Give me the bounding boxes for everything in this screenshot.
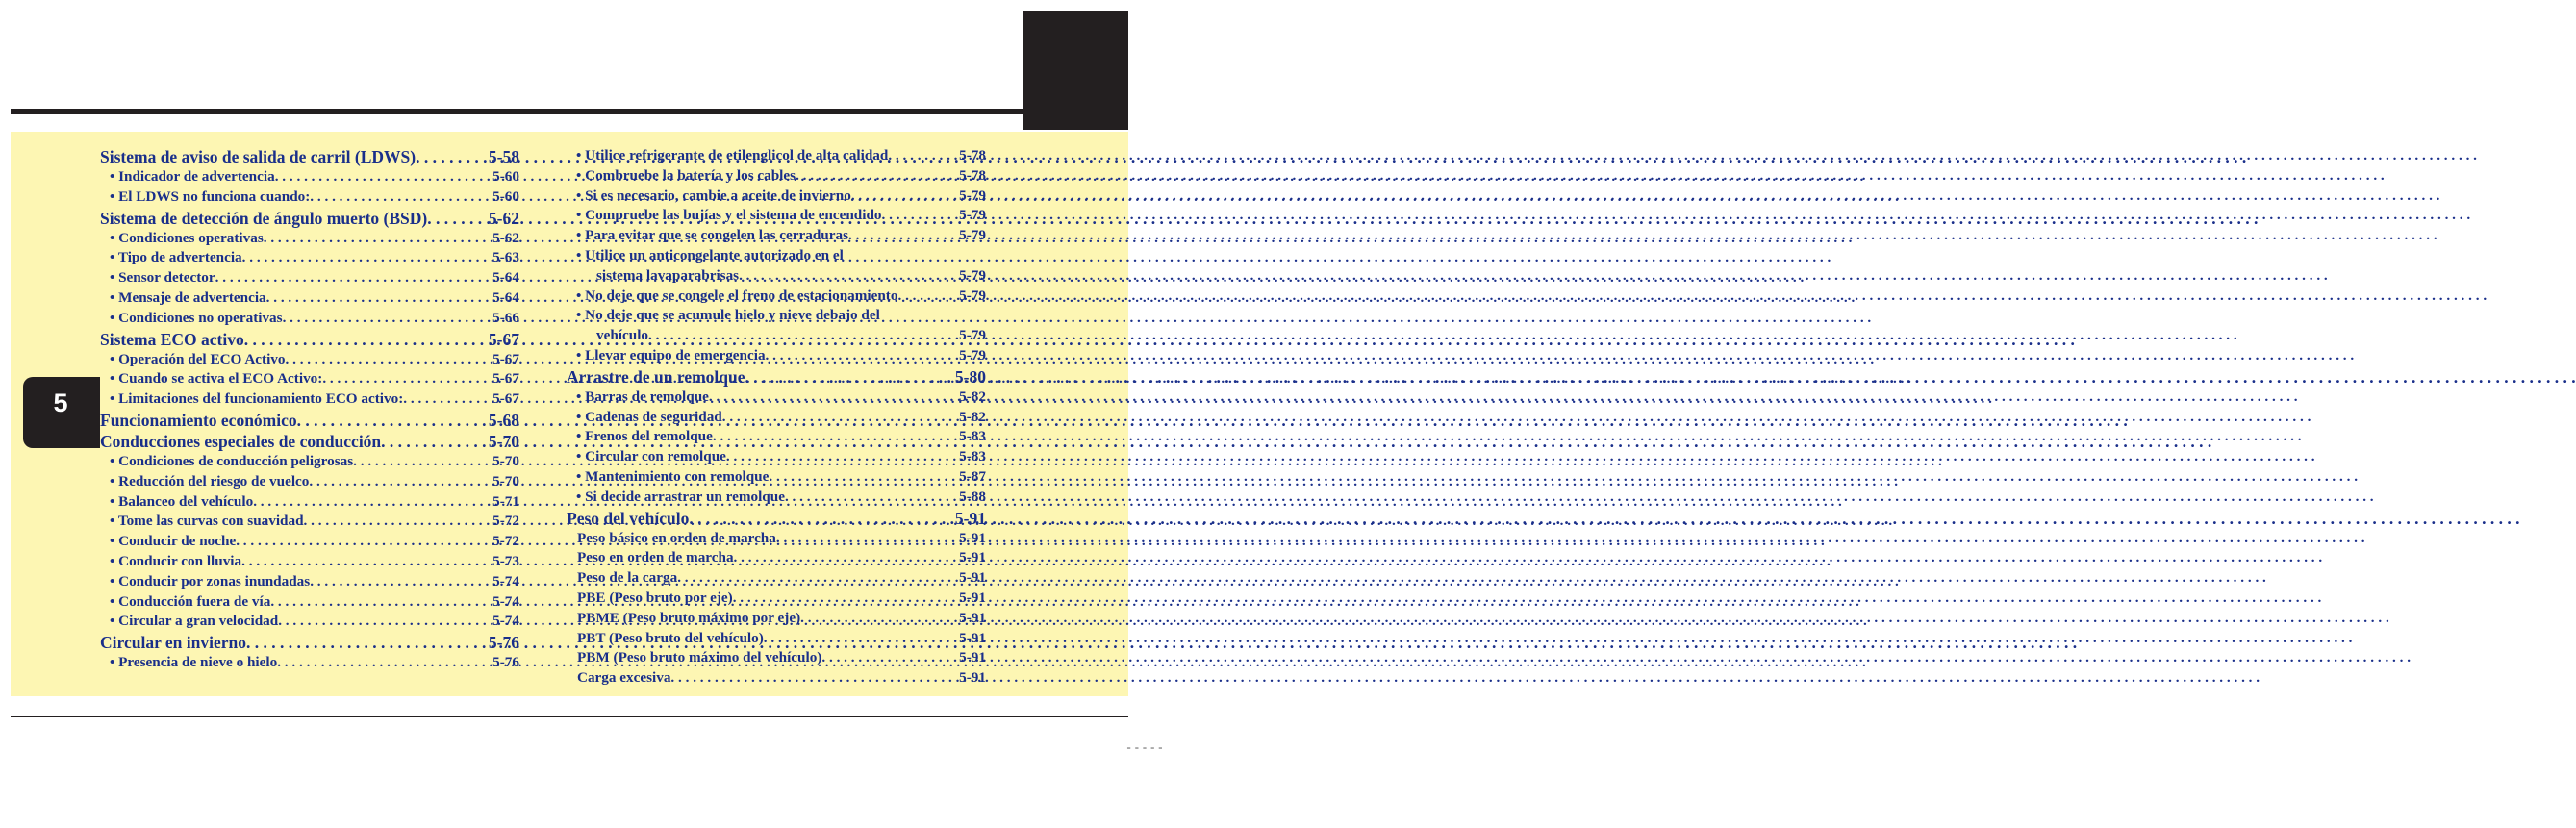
dot-leader bbox=[253, 492, 491, 513]
toc-subentry bbox=[567, 287, 986, 307]
dot-leader bbox=[670, 668, 957, 689]
toc-page-number: 5-91 bbox=[959, 609, 986, 626]
toc-entry-label: • Llevar equipo de emergencia bbox=[576, 346, 766, 364]
dot-leader bbox=[766, 346, 958, 366]
toc-subentry bbox=[100, 248, 519, 268]
toc-entry-label: • Cuando se activa el ECO Activo: bbox=[110, 370, 323, 388]
toc-subentry bbox=[100, 472, 519, 492]
toc-subentry bbox=[100, 572, 519, 592]
toc-page-number: 5-79 bbox=[959, 266, 986, 284]
toc-subentry bbox=[567, 388, 986, 408]
toc-subentry bbox=[567, 529, 986, 549]
toc-page-number: 5-83 bbox=[959, 448, 986, 465]
toc-entry-label: • Si es necesario, cambie a aceite de invierno bbox=[576, 187, 851, 204]
toc-subentry bbox=[567, 427, 986, 447]
toc-page-number: 5-79 bbox=[959, 207, 986, 224]
toc-subentry bbox=[100, 389, 519, 410]
toc-page-number: 5-91 bbox=[959, 669, 986, 687]
toc-subentry bbox=[567, 226, 986, 246]
dot-leader bbox=[304, 512, 492, 532]
dot-leader bbox=[677, 568, 957, 589]
toc-entry-label: PBME (Peso bruto máximo por eje) bbox=[577, 609, 801, 626]
toc-subentry bbox=[567, 447, 986, 467]
toc-page-number: 5-60 bbox=[492, 168, 519, 185]
toc-page-number: 5-74 bbox=[492, 613, 519, 630]
toc-entry-label: • Condiciones no operativas bbox=[110, 309, 283, 326]
toc-subentry bbox=[567, 326, 986, 346]
toc-entry-label: • Balanceo del vehículo bbox=[110, 492, 254, 510]
toc-page-number: 5-64 bbox=[492, 269, 519, 287]
toc-entry-label: Peso del vehículo bbox=[567, 508, 690, 528]
toc-page-number: 5-74 bbox=[492, 572, 519, 590]
toc-entry-label: Peso en orden de marcha bbox=[577, 549, 734, 566]
dot-leader bbox=[726, 447, 957, 467]
toc-page-number: 5-83 bbox=[959, 428, 986, 445]
dot-leader bbox=[648, 326, 957, 346]
dot-leader bbox=[381, 431, 487, 452]
toc-subentry bbox=[567, 467, 986, 488]
toc-subentry bbox=[100, 167, 519, 188]
dot-leader bbox=[310, 188, 491, 208]
toc-page-number: 5-78 bbox=[959, 166, 986, 184]
toc-subentry bbox=[567, 589, 986, 609]
dot-leader bbox=[776, 529, 957, 549]
toc-entry-label: Peso de la carga bbox=[577, 569, 678, 587]
toc-entry-label: • Conducir con lluvia bbox=[110, 552, 242, 569]
dot-leader bbox=[236, 532, 491, 552]
page-edge-marks: ----- bbox=[1125, 741, 1166, 755]
toc-page-number: 5-91 bbox=[959, 529, 986, 546]
toc-entry-label: • Conducción fuera de vía bbox=[110, 592, 271, 610]
toc-entry-label: Carga excesiva bbox=[577, 669, 671, 687]
toc-entry-label: • No deje que se acumule hielo y nieve debajo del bbox=[576, 307, 880, 324]
chapter-number: 5 bbox=[53, 389, 68, 417]
toc-entry-label: • Barras de remolque bbox=[576, 388, 709, 405]
toc-page-number: 5-60 bbox=[492, 188, 519, 205]
toc-page-number: 5-79 bbox=[959, 327, 986, 344]
dot-leader bbox=[848, 226, 957, 246]
toc-entry-label: • Indicador de advertencia bbox=[110, 168, 275, 185]
dot-leader bbox=[689, 508, 953, 529]
dot-leader bbox=[270, 592, 491, 613]
dot-leader bbox=[733, 589, 957, 609]
toc-subentry bbox=[100, 268, 519, 289]
toc-page-number: 5-79 bbox=[959, 287, 986, 304]
toc-subentry bbox=[100, 532, 519, 552]
toc-subentry bbox=[100, 552, 519, 572]
toc-page-number: 5-58 bbox=[488, 147, 519, 166]
toc-entry-label: • Para evitar que se congelen las cerraduras bbox=[576, 227, 849, 244]
footer-rule bbox=[11, 716, 1128, 717]
toc-subentry bbox=[567, 266, 986, 287]
toc-page-number: 5-70 bbox=[492, 472, 519, 489]
toc-entry-label: Sistema de aviso de salida de carril (LDWS) bbox=[100, 147, 417, 166]
toc-page-number: 5-73 bbox=[492, 552, 519, 569]
toc-subentry bbox=[567, 146, 986, 166]
toc-section-entry bbox=[100, 146, 519, 167]
toc-entry-label: • Utilice refrigerante de etilenglicol de alta calidad bbox=[576, 147, 889, 163]
toc-page-number: 5-67 bbox=[492, 350, 519, 367]
toc-entry-label: Sistema ECO activo bbox=[100, 329, 244, 349]
dot-leader bbox=[277, 653, 491, 673]
toc-entry-label: PBT (Peso bruto del vehículo) bbox=[577, 629, 764, 646]
toc-entry-label: Peso básico en orden de marcha bbox=[577, 529, 776, 546]
toc-page-number: 5-71 bbox=[492, 492, 519, 510]
toc-page-number: 5-76 bbox=[488, 633, 519, 653]
dot-leader bbox=[713, 427, 957, 447]
dot-leader bbox=[800, 609, 957, 629]
dot-leader bbox=[722, 408, 957, 428]
dot-leader bbox=[283, 309, 492, 329]
dot-leader bbox=[286, 350, 492, 370]
dot-leader bbox=[888, 146, 957, 166]
toc-subentry bbox=[567, 648, 986, 668]
toc-page-number: 5-62 bbox=[492, 229, 519, 246]
toc-subentry bbox=[100, 309, 519, 329]
toc-page-number: 5-70 bbox=[488, 431, 519, 451]
toc-entry-label: • No deje que se congele el freno de estacionamiento bbox=[576, 287, 898, 304]
toc-subentry bbox=[567, 187, 986, 207]
dot-leader bbox=[266, 289, 492, 309]
dot-leader bbox=[215, 268, 492, 289]
dot-leader bbox=[769, 467, 957, 488]
toc-entry-label: • Cadenas de seguridad bbox=[576, 408, 722, 425]
toc-page-number: 5-79 bbox=[959, 227, 986, 244]
toc-page-number: 5-88 bbox=[959, 488, 986, 505]
dot-leader bbox=[241, 552, 491, 572]
toc-page-number: 5-91 bbox=[959, 629, 986, 646]
dot-leader bbox=[246, 632, 487, 653]
dot-leader bbox=[709, 388, 957, 408]
dot-leader bbox=[416, 146, 487, 167]
toc-page-number: 5-66 bbox=[492, 309, 519, 326]
toc-entry-label: Sistema de detección de ángulo muerto (BSD) bbox=[100, 208, 428, 228]
toc-entry-label: Conducciones especiales de conducción bbox=[100, 431, 382, 451]
toc-entry-label: • Frenos del remolque bbox=[576, 428, 713, 445]
toc-page-number: 5-91 bbox=[959, 569, 986, 587]
toc-page-number: 5-87 bbox=[959, 467, 986, 485]
toc-section-entry bbox=[100, 410, 519, 431]
toc-page-number: 5-91 bbox=[959, 649, 986, 666]
toc-entry-label: • Presencia de nieve o hielo bbox=[110, 654, 278, 671]
toc-section-entry bbox=[100, 208, 519, 229]
dot-leader bbox=[244, 329, 487, 350]
toc-subentry bbox=[567, 668, 986, 689]
dot-leader bbox=[297, 410, 487, 431]
toc-subentry bbox=[567, 166, 986, 187]
toc-column-right bbox=[567, 146, 986, 689]
toc-page-number: 5-79 bbox=[959, 187, 986, 204]
dot-leader bbox=[785, 488, 957, 508]
dot-leader bbox=[821, 648, 957, 668]
toc-entry-label: • Tome las curvas con suavidad bbox=[110, 513, 304, 530]
dot-leader bbox=[427, 208, 487, 229]
dot-leader bbox=[882, 206, 958, 226]
dot-leader bbox=[764, 629, 957, 649]
dot-leader bbox=[734, 548, 958, 568]
toc-page-number: 5-63 bbox=[492, 249, 519, 266]
toc-column-left bbox=[100, 146, 519, 673]
toc-subentry bbox=[100, 289, 519, 309]
toc-page-number: 5-64 bbox=[492, 289, 519, 306]
dot-leader bbox=[796, 166, 957, 187]
dot-leader bbox=[403, 389, 491, 410]
toc-page-number: 5-91 bbox=[959, 589, 986, 606]
toc-page-number: 5-72 bbox=[492, 513, 519, 530]
dot-leader bbox=[897, 287, 957, 307]
toc-entry-label: • Mantenimiento con remolque bbox=[576, 467, 770, 485]
dot-leader bbox=[309, 472, 491, 492]
dot-leader bbox=[278, 612, 491, 632]
toc-entry-label: • Circular con remolque bbox=[576, 448, 726, 465]
toc-page-number: 5-70 bbox=[492, 452, 519, 469]
toc-page-number: 5-67 bbox=[488, 329, 519, 349]
toc-subentry bbox=[100, 452, 519, 472]
dot-leader bbox=[739, 266, 957, 287]
toc-entry-label: • Sensor detector bbox=[110, 269, 215, 287]
toc-subentry bbox=[100, 369, 519, 389]
toc-entry-label: • Condiciones de conducción peligrosas bbox=[110, 452, 354, 469]
toc-entry-label: Funcionamiento económico bbox=[100, 410, 297, 430]
toc-page-number: 5-67 bbox=[492, 390, 519, 408]
toc-subentry bbox=[567, 568, 986, 589]
toc-section-entry bbox=[567, 508, 986, 529]
corner-block bbox=[1023, 11, 1128, 130]
toc-entry-label: PBE (Peso bruto por eje) bbox=[577, 589, 733, 606]
toc-entry-label: • Mensaje de advertencia bbox=[110, 289, 266, 306]
toc-entry-label: • Operación del ECO Activo bbox=[110, 350, 286, 367]
toc-entry-label: vehículo bbox=[596, 327, 649, 344]
toc-page-number: 5-82 bbox=[959, 388, 986, 405]
toc-subentry bbox=[100, 492, 519, 513]
toc-entry-label: PBM (Peso bruto máximo del vehículo) bbox=[577, 649, 822, 666]
dot-leader bbox=[264, 229, 491, 249]
toc-page-number: 5-79 bbox=[959, 346, 986, 364]
toc-page-number: 5-80 bbox=[954, 366, 986, 387]
toc-entry-label: • Combruebe la batería y los cables bbox=[576, 166, 796, 184]
toc-subentry bbox=[567, 629, 986, 649]
toc-subentry bbox=[567, 246, 986, 266]
toc-subentry bbox=[567, 408, 986, 428]
toc-page-number: 5-74 bbox=[492, 592, 519, 610]
toc-page-number: 5-62 bbox=[488, 208, 519, 228]
toc-entry-label: • Compruebe las bujías y el sistema de encendido bbox=[576, 207, 882, 224]
toc-page-number: 5-78 bbox=[959, 147, 986, 163]
toc-entry-label: • El LDWS no funciona cuando: bbox=[110, 188, 311, 205]
toc-section-entry bbox=[100, 632, 519, 653]
toc-page-number: 5-91 bbox=[959, 549, 986, 566]
toc-entry-label: • Si decide arrastrar un remolque bbox=[576, 488, 785, 505]
toc-entry-label: • Reducción del riesgo de vuelco bbox=[110, 472, 310, 489]
toc-entry-label: • Limitaciones del funcionamiento ECO activo: bbox=[110, 390, 404, 408]
toc-section-entry bbox=[100, 329, 519, 350]
toc-subentry bbox=[567, 488, 986, 508]
toc-entry-label: Circular en invierno bbox=[100, 633, 246, 653]
dot-leader bbox=[310, 572, 491, 592]
toc-page-number: 5-76 bbox=[492, 654, 519, 671]
toc-subentry bbox=[567, 306, 986, 326]
header-rule bbox=[11, 109, 1023, 114]
toc-entry-label: sistema lavaparabrisas bbox=[596, 266, 740, 284]
dot-leader bbox=[322, 369, 491, 389]
toc-page-number: 5-67 bbox=[492, 370, 519, 388]
toc-subentry bbox=[100, 229, 519, 249]
toc-entry-label: Arrastre de un remolque bbox=[567, 366, 745, 387]
toc-section-entry bbox=[100, 431, 519, 452]
toc-subentry bbox=[100, 612, 519, 632]
toc-subentry bbox=[567, 548, 986, 568]
toc-section-entry bbox=[567, 366, 986, 388]
toc-subentry bbox=[100, 592, 519, 613]
toc-entry-label: • Tipo de advertencia bbox=[110, 249, 242, 266]
dot-leader bbox=[353, 452, 491, 472]
toc-page-number: 5-68 bbox=[488, 410, 519, 430]
toc-subentry bbox=[100, 188, 519, 208]
toc-page-number: 5-91 bbox=[954, 508, 986, 528]
dot-leader bbox=[242, 248, 492, 268]
toc-entry-label: • Conducir por zonas inundadas bbox=[110, 572, 311, 590]
toc-subentry bbox=[100, 512, 519, 532]
toc-entry-label: • Condiciones operativas bbox=[110, 229, 264, 246]
dot-leader bbox=[851, 187, 957, 207]
toc-subentry bbox=[567, 346, 986, 366]
toc-page-number: 5-82 bbox=[959, 408, 986, 425]
toc-entry-label: • Circular a gran velocidad bbox=[110, 613, 279, 630]
toc-page-number: 5-72 bbox=[492, 533, 519, 550]
toc-subentry bbox=[100, 350, 519, 370]
toc-subentry bbox=[567, 609, 986, 629]
dot-leader bbox=[275, 167, 491, 188]
toc-subentry bbox=[567, 206, 986, 226]
toc-entry-label: • Conducir de noche bbox=[110, 533, 237, 550]
toc-entry-label: • Utilice un anticongelante autorizado en el bbox=[576, 246, 844, 263]
toc-subentry bbox=[100, 653, 519, 673]
dot-leader bbox=[745, 366, 953, 388]
